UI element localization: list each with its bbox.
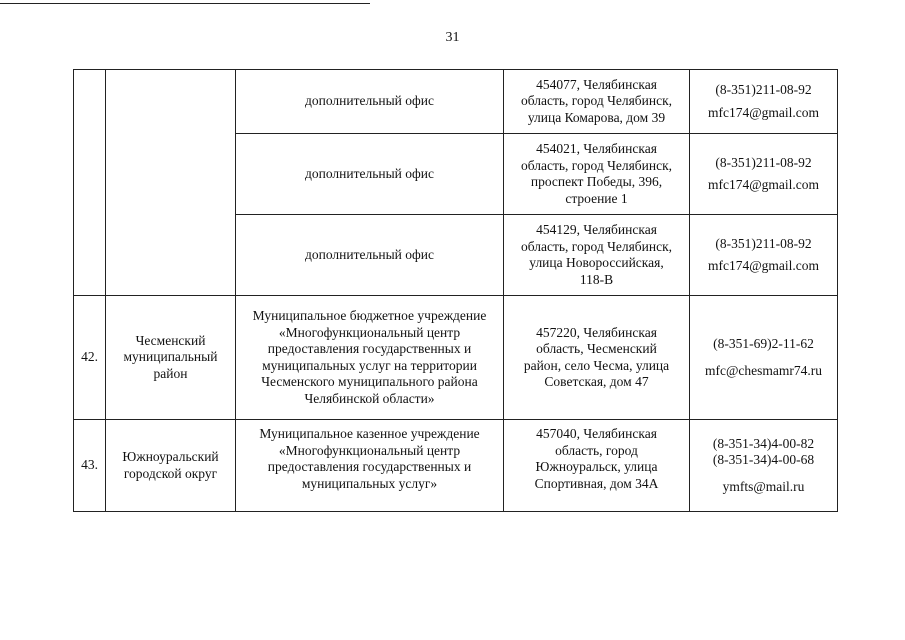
header-rule: [0, 3, 370, 4]
phone: (8-351)211-08-92: [715, 235, 812, 251]
institution-name-cell: Муниципальное бюджетное учреждение «Многофункциональный центр предоставления государственных и муниципальных услуг на территории Чесменского муниципального района Челябинской области»: [236, 296, 504, 420]
institution-name-cell: дополнительный офис: [236, 215, 504, 296]
contacts-cell: [690, 420, 838, 512]
email: mfc@chesmamr74.ru: [704, 362, 823, 378]
phone: (8-351)211-08-92: [715, 82, 812, 97]
table-row: [74, 296, 838, 420]
email: ymfts@mail.ru: [722, 478, 805, 494]
phone: (8-351-69)2-11-62: [713, 336, 814, 351]
table-row: [74, 420, 838, 512]
address-cell: 457220, Челябинская область, Чесменский район, село Чесма, улица Советская, дом 47: [504, 296, 690, 420]
institution-name-cell: Муниципальное казенное учреждение «Многофункциональный центр предоставления государственных и муниципальных услуг»: [236, 420, 504, 512]
phone: (8-351)211-08-92: [715, 154, 812, 170]
email: mfc174@gmail.com: [707, 258, 820, 273]
row-number-cell: 42.: [74, 296, 106, 420]
address-cell: 457040, Челябинская область, город Южноуральск, улица Спортивная, дом 34А: [504, 420, 690, 512]
row-number-cell: [74, 70, 106, 296]
contacts-cell: [690, 70, 838, 134]
row-number-cell: 43.: [74, 420, 106, 512]
address-cell: 454077, Челябинская область, город Челябинск, улица Комарова, дом 39: [504, 70, 690, 134]
address-cell: 454021, Челябинская область, город Челябинск, проспект Победы, 396, строение 1: [504, 134, 690, 215]
municipality-cell: Чесменский муниципальный район: [106, 296, 236, 420]
contacts-cell: [690, 134, 838, 215]
email: mfc174@gmail.com: [707, 104, 820, 120]
address-cell: 454129, Челябинская область, город Челябинск, улица Новороссийская, 118-В: [504, 215, 690, 296]
institution-name-cell: дополнительный офис: [236, 70, 504, 134]
phone: (8-351-34)4-00-68: [712, 452, 815, 468]
phone: (8-351-34)4-00-82: [712, 435, 815, 451]
municipality-cell: Южноуральский городской округ: [106, 420, 236, 512]
page-number: 31: [445, 30, 460, 45]
table-row: [74, 70, 838, 134]
mfc-table: [73, 69, 838, 512]
email: mfc174@gmail.com: [707, 177, 820, 192]
municipality-cell: [106, 70, 236, 296]
contacts-cell: [690, 296, 838, 420]
institution-name-cell: дополнительный офис: [236, 134, 504, 215]
contacts-cell: [690, 215, 838, 296]
